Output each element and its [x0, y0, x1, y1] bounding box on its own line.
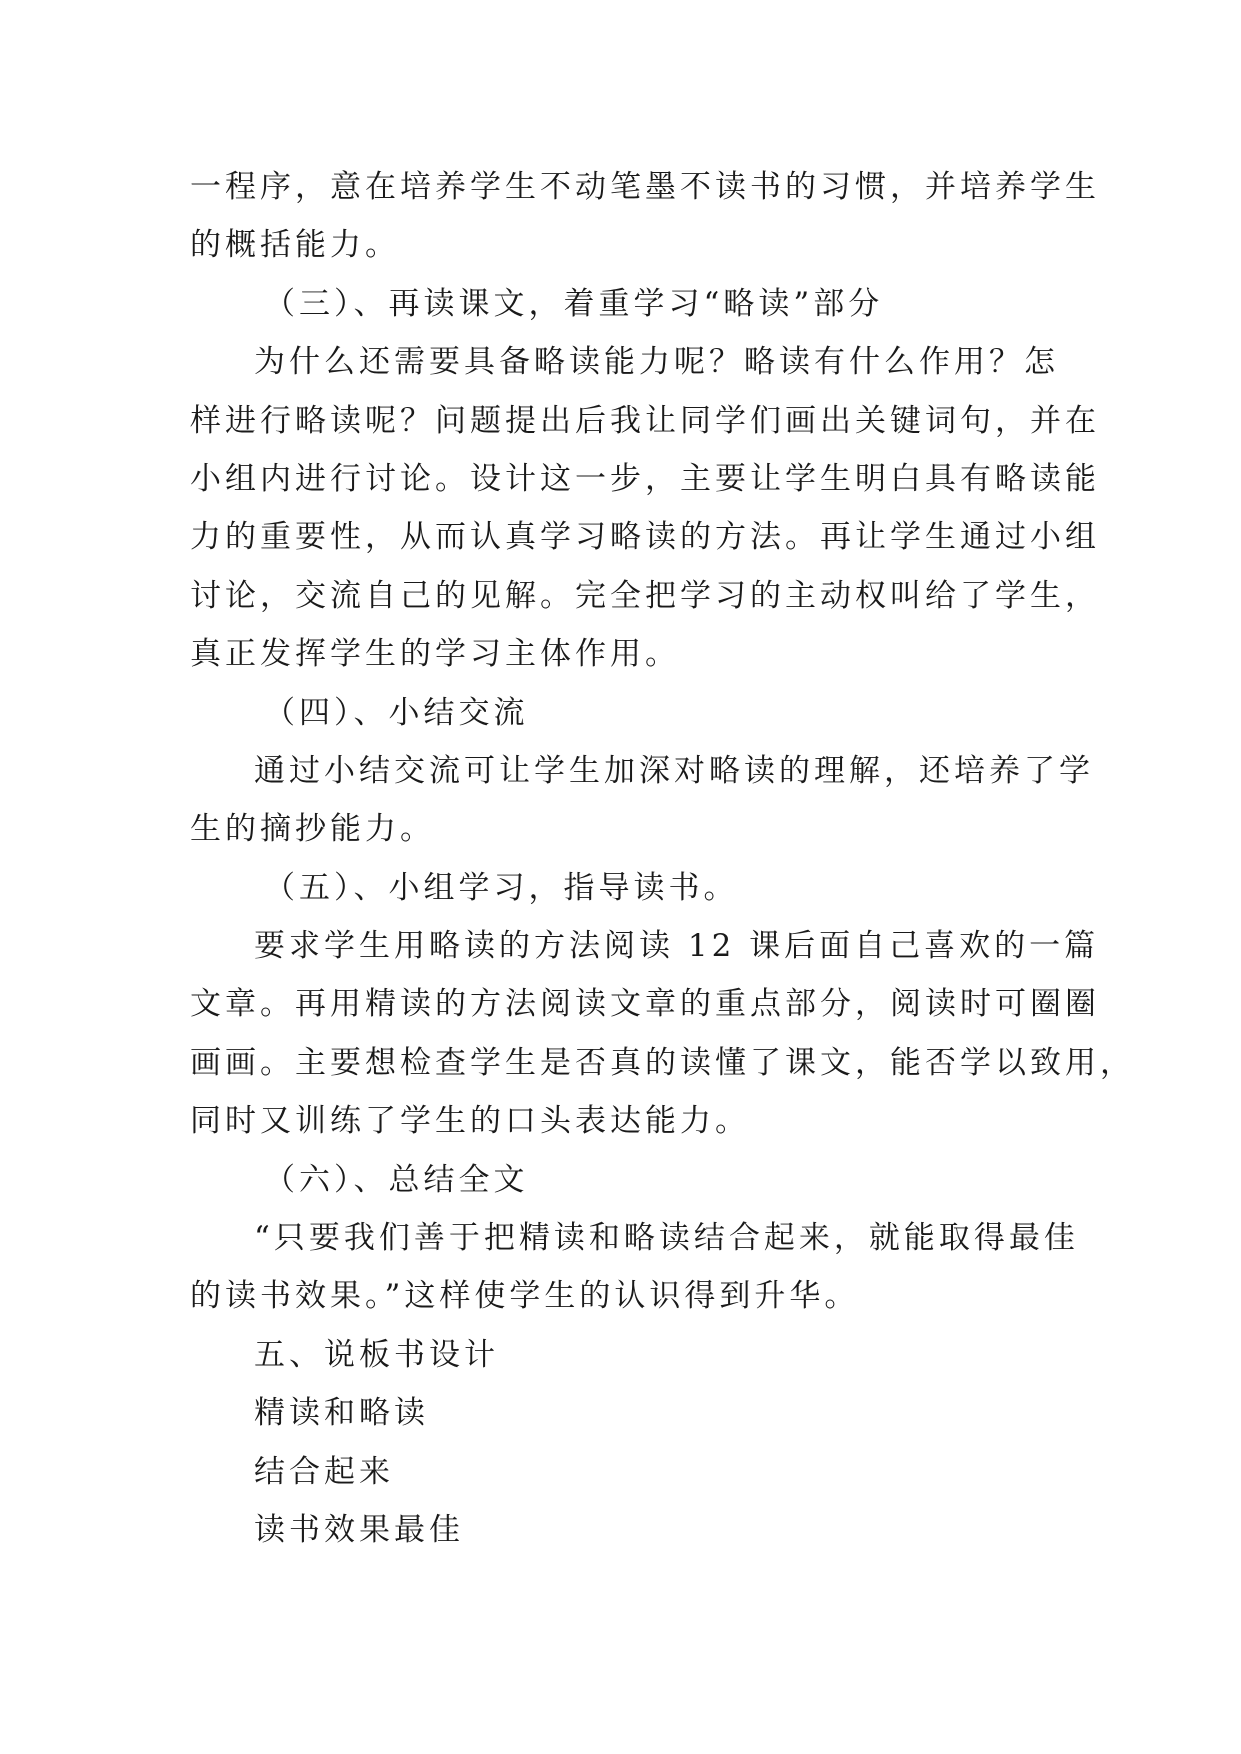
paragraph-first-line: 要求学生用略读的方法阅读 12 课后面自己喜欢的一篇 [254, 928, 1100, 965]
paragraph-continuation-line: 的概括能力。 [190, 227, 400, 264]
section-heading-5: （五）、小组学习，指导读书。 [264, 869, 739, 906]
paragraph-line: 小组内进行讨论。设计这一步，主要让学生明白具有略读能 [190, 460, 1100, 497]
board-item: 读书效果最佳 [254, 1511, 464, 1548]
paragraph-first-line: 通过小结交流可让学生加深对略读的理解，还培养了学 [254, 752, 1094, 789]
paragraph-line: 文章。再用精读的方法阅读文章的重点部分，阅读时可圈圈 [190, 986, 1100, 1023]
paragraph-line: 真正发挥学生的学习主体作用。 [190, 636, 680, 673]
paragraph-line: 力的重要性，从而认真学习略读的方法。再让学生通过小组 [190, 519, 1100, 556]
paragraph-line: 画画。主要想检查学生是否真的读懂了课文，能否学以致用， [190, 1044, 1135, 1081]
paragraph-first-line: “只要我们善于把精读和略读结合起来，就能取得最佳 [254, 1220, 1079, 1257]
paragraph-first-line: 为什么还需要具备略读能力呢？略读有什么作用？怎 [254, 344, 1059, 381]
board-item: 结合起来 [254, 1453, 394, 1490]
section-heading-4: （四）、小结交流 [264, 694, 529, 731]
document-body [190, 158, 1135, 1559]
paragraph-line: 同时又训练了学生的口头表达能力。 [190, 1103, 750, 1140]
paragraph-continuation-line: 一程序，意在培养学生不动笔墨不读书的习惯，并培养学生 [190, 169, 1100, 205]
paragraph-line: 样进行略读呢？问题提出后我让同学们画出关键词句，并在 [190, 402, 1100, 439]
section-heading-6: （六）、总结全文 [264, 1161, 529, 1198]
board-item: 精读和略读 [254, 1395, 429, 1432]
paragraph-line: 讨论，交流自己的见解。完全把学习的主动权叫给了学生， [190, 577, 1100, 614]
paragraph-line: 的读书效果。”这样使学生的认识得到升华。 [190, 1278, 860, 1315]
section-heading-board-design: 五、说板书设计 [254, 1336, 499, 1373]
section-heading-3: （三）、再读课文，着重学习“略读”部分 [264, 285, 884, 322]
paragraph-line: 生的摘抄能力。 [190, 811, 435, 848]
